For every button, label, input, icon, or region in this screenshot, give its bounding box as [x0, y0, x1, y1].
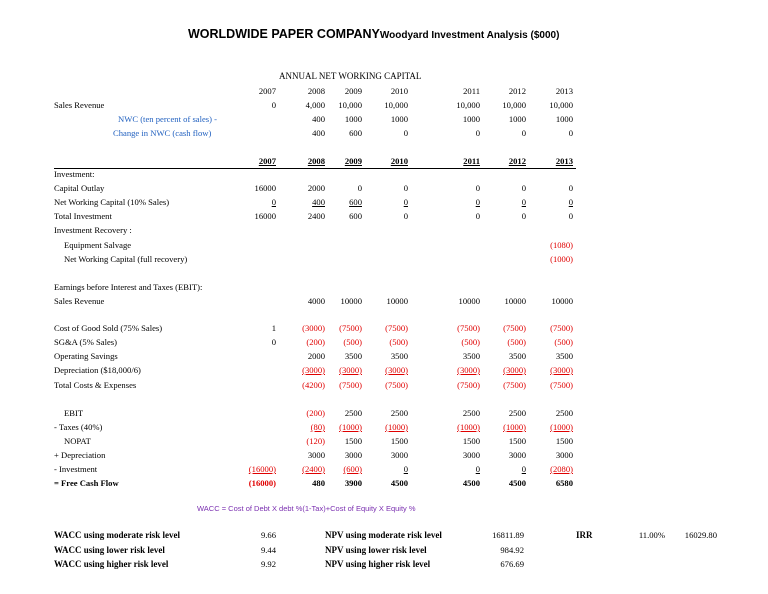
value-cell: 3000 [508, 450, 526, 460]
row-label: Depreciation ($18,000/6) [54, 365, 141, 375]
value-cell: 4500 [508, 478, 526, 488]
row-label: SG&A (5% Sales) [54, 337, 118, 347]
cf-year-2007: 2007 [258, 156, 276, 166]
value-cell: (3000) [550, 365, 573, 375]
value-cell: 2500 [344, 408, 362, 418]
value-cell: (3000) [339, 365, 362, 375]
value-cell: (500) [554, 337, 573, 347]
value-cell: (500) [389, 337, 408, 347]
nwc-year-2011: 2011 [463, 86, 480, 96]
value-cell: 0 [475, 183, 480, 193]
value-cell: (2080) [550, 464, 573, 474]
value-cell: 1500 [390, 436, 408, 446]
cf-year-2009: 2009 [344, 156, 362, 166]
value-cell: 0 [568, 211, 573, 221]
value-cell: 0 [357, 183, 362, 193]
value-cell: 0 [403, 211, 408, 221]
value-cell: 4500 [462, 478, 480, 488]
wacc-label: WACC using moderate risk level [54, 530, 180, 540]
nwc-value-cell: 1000 [555, 114, 573, 124]
value-cell: (1080) [550, 240, 573, 250]
value-cell: 0 [271, 337, 276, 347]
nwc-change-cell: 0 [475, 128, 480, 138]
nwc-sales-cell: 10,000 [549, 100, 573, 110]
value-cell: 1 [271, 323, 276, 333]
nwc-year-2010: 2010 [390, 86, 408, 96]
nwc-value-cell: 1000 [462, 114, 480, 124]
value-cell: (1000) [550, 254, 573, 264]
sales-revenue-label: Sales Revenue [54, 100, 105, 110]
nwc-value-cell: 1000 [344, 114, 362, 124]
value-cell: (7500) [457, 380, 480, 390]
row-label: EBIT [64, 408, 84, 418]
value-cell: (16000) [248, 464, 276, 474]
value-cell: (7500) [550, 323, 573, 333]
value-cell: (3000) [503, 365, 526, 375]
wacc-label: WACC using lower risk level [54, 545, 165, 555]
nwc-sales-cell: 4,000 [305, 100, 325, 110]
value-cell: 3900 [344, 478, 362, 488]
value-cell: 10000 [551, 296, 573, 306]
value-cell: (7500) [550, 380, 573, 390]
value-cell: 3500 [508, 351, 526, 361]
value-cell: (16000) [248, 478, 276, 488]
nwc-percent-label: NWC (ten percent of sales) - [118, 114, 218, 124]
value-cell: 3500 [344, 351, 362, 361]
value-cell: 10000 [340, 296, 362, 306]
value-cell: (7500) [339, 380, 362, 390]
npv-label: NPV using lower risk level [325, 545, 427, 555]
row-label: + Depreciation [54, 450, 106, 460]
value-cell: (1000) [550, 422, 573, 432]
irr-label: IRR [576, 530, 593, 540]
value-cell: (1000) [339, 422, 362, 432]
value-cell: 10000 [386, 296, 408, 306]
value-cell: 400 [312, 197, 325, 207]
value-cell: (3000) [385, 365, 408, 375]
value-cell: 2400 [307, 211, 325, 221]
value-cell: (4200) [302, 380, 325, 390]
value-cell: (7500) [503, 323, 526, 333]
value-cell: (7500) [457, 323, 480, 333]
nwc-value-cell: 1000 [390, 114, 408, 124]
value-cell: (500) [343, 337, 362, 347]
cf-year-2012: 2012 [508, 156, 526, 166]
nwc-value-cell: 1000 [508, 114, 526, 124]
nwc-sales-cell: 10,000 [338, 100, 362, 110]
value-cell: 600 [349, 211, 362, 221]
row-label: NOPAT [64, 436, 91, 446]
row-label: - Taxes (40%) [54, 422, 103, 432]
nwc-year-2012: 2012 [508, 86, 526, 96]
value-cell: 0 [475, 211, 480, 221]
wacc-value: 9.92 [260, 559, 276, 569]
value-cell: 0 [403, 464, 408, 474]
value-cell: 2500 [508, 408, 526, 418]
value-cell: 480 [312, 478, 325, 488]
row-label: Total Investment [54, 211, 112, 221]
nwc-sales-cell: 0 [271, 100, 276, 110]
wacc-value: 9.66 [260, 530, 276, 540]
wacc-value: 9.44 [260, 545, 276, 555]
value-cell: 0 [521, 197, 526, 207]
row-label: Earnings before Interest and Taxes (EBIT): [54, 282, 203, 292]
nwc-change-cell: 0 [521, 128, 526, 138]
row-label: Capital Outlay [54, 183, 105, 193]
value-cell: 0 [521, 183, 526, 193]
value-cell: 2000 [307, 183, 325, 193]
nwc-change-cell: 0 [403, 128, 408, 138]
value-cell: (80) [310, 422, 325, 432]
nwc-year-2007: 2007 [258, 86, 276, 96]
section-divider [54, 168, 576, 169]
row-label: Total Costs & Expenses [54, 380, 137, 390]
nwc-year-2009: 2009 [344, 86, 362, 96]
value-cell: (3000) [302, 323, 325, 333]
value-cell: 3000 [462, 450, 480, 460]
row-label: Investment Recovery : [54, 225, 132, 235]
npv-label: NPV using moderate risk level [325, 530, 442, 540]
nwc-change-cell: 600 [349, 128, 362, 138]
value-cell: (200) [306, 337, 325, 347]
value-cell: 2500 [390, 408, 408, 418]
value-cell: 3000 [390, 450, 408, 460]
row-label: Net Working Capital (full recovery) [64, 254, 188, 264]
value-cell: 0 [568, 183, 573, 193]
irr-value: 16029.80 [684, 530, 717, 540]
row-label: Equipment Salvage [64, 240, 132, 250]
value-cell: 0 [271, 197, 276, 207]
value-cell: 2500 [462, 408, 480, 418]
value-cell: (3000) [302, 365, 325, 375]
value-cell: (7500) [385, 380, 408, 390]
row-label: Sales Revenue [54, 296, 105, 306]
value-cell: 1500 [344, 436, 362, 446]
npv-value: 676.69 [500, 559, 524, 569]
npv-label: NPV using higher risk level [325, 559, 431, 569]
value-cell: 10000 [458, 296, 480, 306]
value-cell: 3000 [555, 450, 573, 460]
value-cell: 3500 [555, 351, 573, 361]
value-cell: 1500 [462, 436, 480, 446]
value-cell: (1000) [385, 422, 408, 432]
irr-rate: 11.00% [638, 530, 665, 540]
cf-year-2008: 2008 [307, 156, 325, 166]
value-cell: (3000) [457, 365, 480, 375]
value-cell: (7500) [503, 380, 526, 390]
value-cell: (7500) [339, 323, 362, 333]
row-label: = Free Cash Flow [54, 478, 119, 488]
value-cell: 4500 [390, 478, 408, 488]
row-label: Cost of Good Sold (75% Sales) [54, 323, 163, 333]
value-cell: 1500 [555, 436, 573, 446]
value-cell: 3500 [462, 351, 480, 361]
value-cell: 2500 [555, 408, 573, 418]
value-cell: (1000) [457, 422, 480, 432]
npv-value: 16811.89 [492, 530, 524, 540]
nwc-sales-cell: 10,000 [502, 100, 526, 110]
value-cell: 0 [475, 464, 480, 474]
value-cell: (7500) [385, 323, 408, 333]
nwc-change-cell: 0 [568, 128, 573, 138]
value-cell: (120) [306, 436, 325, 446]
value-cell: 3000 [307, 450, 325, 460]
page-title [188, 27, 559, 43]
nwc-year-2008: 2008 [307, 86, 325, 96]
value-cell: (500) [507, 337, 526, 347]
value-cell: (600) [343, 464, 362, 474]
wacc-label: WACC using higher risk level [54, 559, 169, 569]
value-cell: 0 [568, 197, 573, 207]
nwc-year-2013: 2013 [555, 86, 573, 96]
row-label: Investment: [54, 169, 95, 179]
value-cell: 10000 [504, 296, 526, 306]
value-cell: 16000 [254, 211, 276, 221]
value-cell: 3000 [344, 450, 362, 460]
value-cell: (200) [306, 408, 325, 418]
nwc-sales-cell: 10,000 [456, 100, 480, 110]
value-cell: (2400) [302, 464, 325, 474]
value-cell: 1500 [508, 436, 526, 446]
cf-year-2013: 2013 [555, 156, 573, 166]
cf-year-2010: 2010 [390, 156, 408, 166]
value-cell: 0 [403, 183, 408, 193]
value-cell: 0 [521, 464, 526, 474]
nwc-header: ANNUAL NET WORKING CAPITAL [279, 71, 422, 81]
value-cell: 4000 [307, 296, 325, 306]
row-label: Net Working Capital (10% Sales) [54, 197, 170, 207]
nwc-sales-cell: 10,000 [384, 100, 408, 110]
company-name: WORLDWIDE PAPER COMPANY [188, 27, 380, 41]
value-cell: 0 [475, 197, 480, 207]
value-cell: 3500 [390, 351, 408, 361]
value-cell: (1000) [503, 422, 526, 432]
row-label: - Investment [54, 464, 98, 474]
value-cell: 0 [521, 211, 526, 221]
nwc-change-cell: 400 [312, 128, 325, 138]
row-label: Operating Savings [54, 351, 118, 361]
npv-value: 984.92 [500, 545, 524, 555]
value-cell: (500) [461, 337, 480, 347]
value-cell: 2000 [307, 351, 325, 361]
report-subtitle: Woodyard Investment Analysis ($000) [379, 30, 560, 41]
cf-year-2011: 2011 [463, 156, 480, 166]
value-cell: 600 [349, 197, 362, 207]
value-cell: 0 [403, 197, 408, 207]
value-cell: 6580 [555, 478, 573, 488]
nwc-value-cell: 400 [312, 114, 325, 124]
nwc-change-label: Change in NWC (cash flow) [113, 128, 212, 138]
value-cell: 16000 [254, 183, 276, 193]
wacc-formula: WACC = Cost of Debt X debt %(1-Tax)+Cost of Equity X Equity % [197, 504, 416, 513]
